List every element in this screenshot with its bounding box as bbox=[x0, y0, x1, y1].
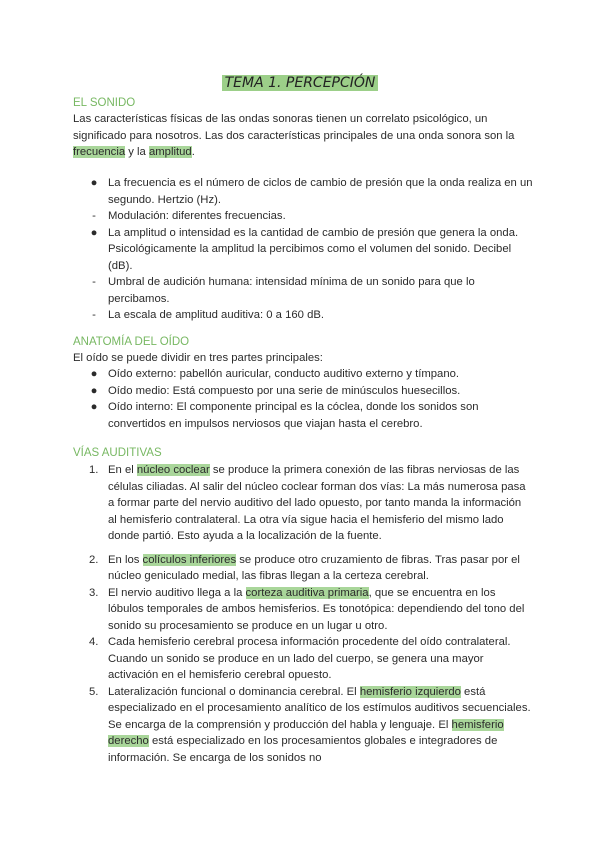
title-text: TEMA 1. PERCEPCIÓN bbox=[222, 75, 379, 91]
vias-list bbox=[73, 462, 533, 766]
anatomia-intro: El oído se puede dividir en tres partes principales: bbox=[73, 352, 323, 364]
list-item bbox=[73, 462, 533, 545]
intro-text-b: y la bbox=[125, 146, 149, 158]
highlight-term: colículos inferiores bbox=[142, 553, 237, 566]
number-marker: 2. bbox=[89, 553, 99, 566]
dash-marker: - bbox=[92, 309, 96, 321]
list-item bbox=[73, 307, 533, 324]
list-item-text: La amplitud o intensidad es la cantidad de cambio de presión que genera la onda. Psicológicamente la amplitud la percibimos como el volumen del sonido. Decibel (dB). bbox=[108, 226, 519, 272]
item-text: se produce la primera conexión de las fibras nerviosas de las células ciliadas. Al salir del núcleo coclear forman dos vías: La más numerosa pasa a formar parte del nervio auditivo del lado opuesto, por tanto manda la información al hemisferio contralateral. La otra vía sigue hacia el hemisferio del mismo lado donde partió. Esto ayuda a la localización de la fuente. bbox=[108, 464, 526, 542]
list-item bbox=[73, 274, 533, 307]
document-title bbox=[0, 75, 600, 93]
item-text: , que se encuentra en los lóbulos temporales de ambos hemisferios. Es tonotópica: dependiendo del tono del sonido su procesamiento se produce en un lugar u otro. bbox=[108, 586, 525, 632]
list-item bbox=[73, 208, 533, 225]
list-item bbox=[73, 225, 533, 275]
intro-text-a: Las características físicas de las ondas sonoras tienen un correlato psicológico, un significado para nosotros. Las dos características principales de una onda sonora son la bbox=[73, 113, 515, 142]
item-text: En el bbox=[108, 464, 137, 476]
sonido-list bbox=[73, 175, 533, 324]
item-text: Lateralización funcional o dominancia cerebral. El bbox=[108, 685, 360, 698]
bullet-marker: ● bbox=[90, 177, 98, 189]
number-marker: 3. bbox=[89, 586, 99, 599]
list-item-text: Oído interno: El componente principal es la cóclea, donde los sonidos son convertidos en impulsos nerviosos que viajan hasta el cerebro. bbox=[108, 401, 479, 430]
list-item bbox=[73, 175, 533, 208]
list-item bbox=[73, 552, 533, 585]
bullet-marker: ● bbox=[90, 384, 98, 397]
intro-text-c: . bbox=[191, 146, 195, 158]
sonido-intro bbox=[73, 111, 523, 161]
list-item bbox=[73, 366, 533, 383]
highlight-term: hemisferio izquierdo bbox=[359, 685, 461, 698]
item-text: está especializado en el procesamiento analítico de los estímulos auditivos secuenciales. Se encarga de la comprensión y producción del habla y lenguaje. El bbox=[108, 685, 531, 731]
list-item bbox=[73, 684, 533, 767]
list-item bbox=[73, 383, 533, 400]
list-item-text: Modulación: diferentes frecuencias. bbox=[108, 210, 286, 222]
dash-marker: - bbox=[92, 210, 96, 222]
item-text: Cada hemisferio cerebral procesa información procedente del oído contralateral. Cuando un sonido se produce en un lado del cuerpo, se genera una mayor activación en el hemisferio cerebral opuesto. bbox=[108, 636, 511, 681]
list-item-text: Oído externo: pabellón auricular, conducto auditivo externo y tímpano. bbox=[108, 368, 460, 380]
list-item-text: La frecuencia es el número de ciclos de cambio de presión que la onda realiza en un segundo. Hertzio (Hz). bbox=[108, 177, 533, 206]
dash-marker: - bbox=[92, 276, 96, 288]
highlight-frecuencia: frecuencia bbox=[73, 146, 126, 158]
number-marker: 1. bbox=[89, 464, 99, 476]
number-marker: 4. bbox=[89, 636, 99, 648]
number-marker: 5. bbox=[89, 685, 99, 698]
item-text: En los bbox=[108, 553, 143, 566]
list-item bbox=[73, 399, 533, 432]
highlight-term: corteza auditiva primaria bbox=[245, 586, 369, 599]
bullet-marker: ● bbox=[90, 401, 98, 413]
item-text: El nervio auditivo llega a la bbox=[108, 586, 246, 599]
list-item bbox=[73, 585, 533, 635]
list-item bbox=[73, 634, 533, 684]
bullet-marker: ● bbox=[90, 226, 98, 239]
highlight-term: núcleo coclear bbox=[136, 464, 210, 476]
heading-el-sonido: EL SONIDO bbox=[73, 97, 136, 109]
bullet-marker: ● bbox=[90, 368, 98, 380]
heading-vias-auditivas: VÍAS AUDITIVAS bbox=[73, 447, 162, 459]
anatomia-list bbox=[73, 366, 533, 432]
highlight-term: hemisferio derecho bbox=[108, 718, 504, 747]
heading-anatomia: ANATOMÍA DEL OÍDO bbox=[73, 336, 190, 348]
list-item-text: Oído medio: Está compuesto por una serie de minúsculos huesecillos. bbox=[108, 384, 461, 397]
list-item-text: La escala de amplitud auditiva: 0 a 160 dB. bbox=[108, 309, 325, 321]
item-text: está especializado en los procesamientos globales e integradores de información. Se encarga de los sonidos no bbox=[108, 735, 498, 764]
list-item-text: Umbral de audición humana: intensidad mínima de un sonido para que lo percibamos. bbox=[108, 276, 475, 305]
highlight-amplitud: amplitud bbox=[148, 146, 192, 158]
item-text: se produce otro cruzamiento de fibras. Tras pasar por el núcleo geniculado medial, las fibras llegan a la certeza cerebral. bbox=[108, 553, 520, 582]
